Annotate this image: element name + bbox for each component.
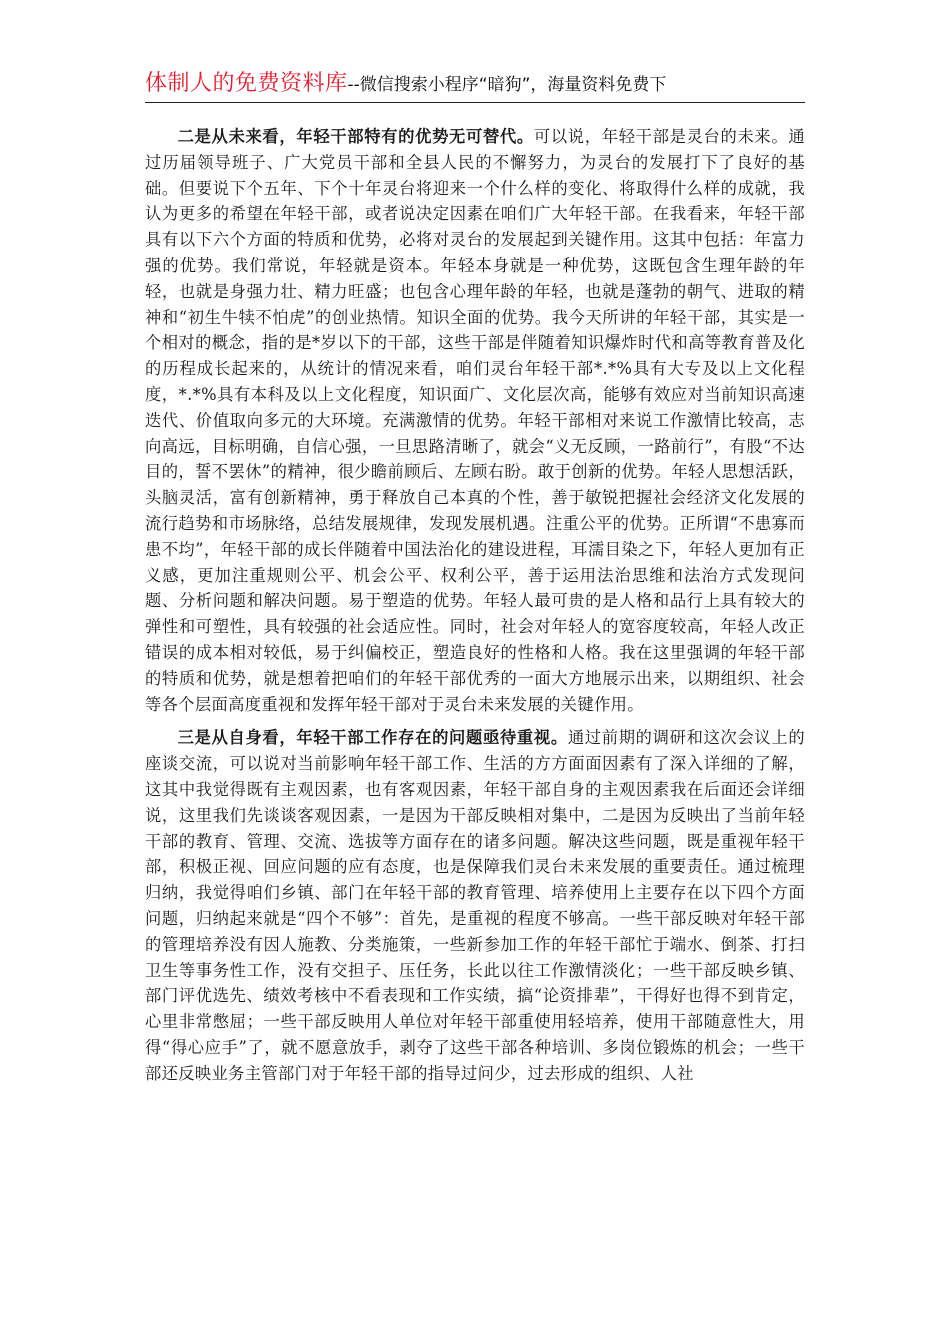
paragraph-future-advantages: [145, 124, 805, 717]
paragraph-text: 可以说，年轻干部是灵台的未来。通过历届领导班子、广大党员干部和全县人民的不懈努力，为灵台的发展打下了良好的基础。但要说下个五年、下个十年灵台将迎来一个什么样的变化、将取得什么样的成就，我认为更多的希望在年轻干部，或者说决定因素在咱们广大年轻干部。在我看来，年轻干部具有以下六个方面的特质和优势，必将对灵台的发展起到关键作用。这其中包括：年富力强的优势。我们常说，年轻就是资本。年轻本身就是一种优势，这既包含生理年龄的年轻，也就是身强力壮、精力旺盛；也包含心理年龄的年轻，也就是蓬勃的朝气、进取的精神和“初生牛犊不怕虎”的创业热情。知识全面的优势。我今天所讲的年轻干部，其实是一个相对的概念，指的是*岁以下的干部，这些干部是伴随着知识爆炸时代和高等教育普及化的历程成长起来的，从统计的情况来看，咱们灵台年轻干部*.*%具有大专及以上文化程度，*.*%具有本科及以上文化程度，知识面广、文化层次高，能够有效应对当前知识高速迭代、价值取向多元的大环境。充满激情的优势。年轻干部相对来说工作激情比较高，志向高远，目标明确，自信心强，一旦思路清晰了，就会“义无反顾，一路前行”，有股“不达目的，誓不罢休”的精神，很少瞻前顾后、左顾右盼。敢于创新的优势。年轻人思想活跃，头脑灵活，富有创新精神，勇于释放自己本真的个性，善于敏锐把握社会经济文化发展的流行趋势和市场脉络，总结发展规律，发现发展机遇。注重公平的优势。正所谓“不患寡而患不均”，年轻干部的成长伴随着中国法治化的建设进程，耳濡目染之下，年轻人更加有正义感，更加注重规则公平、机会公平、权利公平，善于运用法治思维和法治方式发现问题、分析问题和解决问题。易于塑造的优势。年轻人最可贵的是人格和品行上具有较大的弹性和可塑性，具有较强的社会适应性。同时，社会对年轻人的宽容度较高，年轻人改正错误的成本相对较低，易于纠偏校正，塑造良好的性格和人格。我在这里强调的年轻干部的特质和优势，就是想着把咱们的年轻干部优秀的一面大方地展示出来，以期组织、社会等各个层面高度重视和发挥年轻干部对于灵台未来发展的关键作用。: [145, 127, 805, 714]
page-header: [145, 66, 805, 103]
header-brand: 体制人的免费资料库: [145, 71, 348, 96]
header-tagline: --微信搜索小程序“暗狗”，海量资料免费下: [347, 75, 667, 95]
document-body: [145, 124, 805, 1092]
paragraph-lead: 三是从自身看，年轻干部工作存在的问题亟待重视。: [177, 728, 568, 748]
paragraph-lead: 二是从未来看，年轻干部特有的优势无可替代。: [177, 127, 534, 146]
paragraph-own-problems: [145, 725, 805, 1086]
paragraph-text: 通过前期的调研和这次会议上的座谈交流，可以说对当前影响年轻干部工作、生活的方方面面因素有了深入详细的了解，这其中我觉得既有主观因素，也有客观因素，年轻干部自身的主观因素我在后面还会详细说，这里我们先谈谈客观因素，一是因为干部反映相对集中，二是因为反映出了当前年轻干部的教育、管理、交流、选拔等方面存在的诸多问题。解决这些问题，既是重视年轻干部，积极正视、回应问题的应有态度，也是保障我们灵台未来发展的重要责任。通过梳理归纳，我觉得咱们乡镇、部门在年轻干部的教育管理、培养使用上主要存在以下四个方面问题，归纳起来就是“四个不够”：首先，是重视的程度不够高。一些干部反映对年轻干部的管理培养没有因人施教、分类施策，一些新参加工作的年轻干部忙于端水、倒茶、打扫卫生等事务性工作，没有交担子、压任务，长此以往工作激情淡化；一些干部反映乡镇、部门评优选先、绩效考核中不看表现和工作实绩，搞“论资排辈”，干得好也得不到肯定，心里非常憋屈；一些干部反映用人单位对年轻干部重使用轻培养，使用干部随意性大，用得“得心应手”了，就不愿意放手，剥夺了这些干部各种培训、多岗位锻炼的机会；一些干部还反映业务主管部门对于年轻干部的指导过问少，过去形成的组织、人社: [145, 728, 805, 1083]
